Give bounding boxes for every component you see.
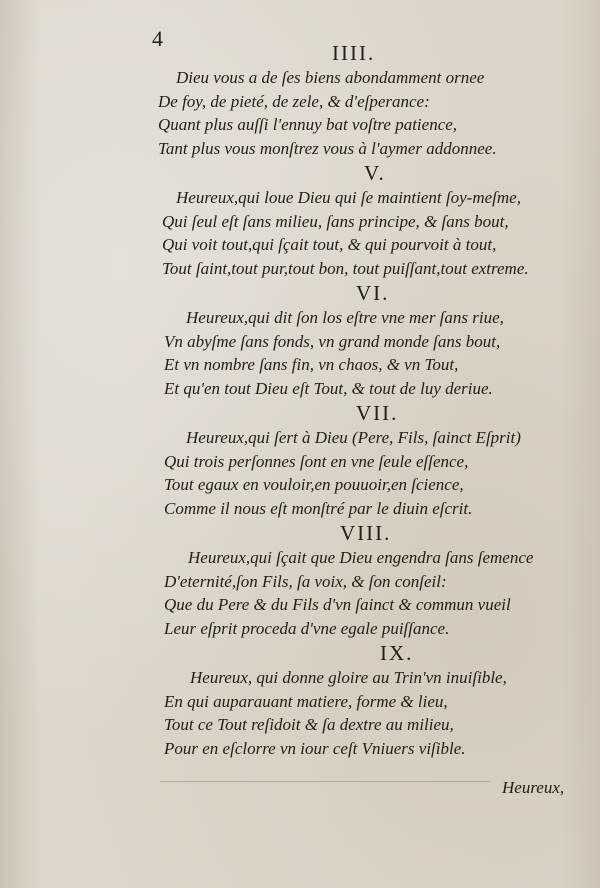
stanza-heading: VII. xyxy=(356,401,399,425)
stanza-heading: V. xyxy=(364,161,386,185)
verse-line: Heureux, qui donne gloire au Trin'vn inuiſible, xyxy=(190,668,507,687)
stanza xyxy=(150,280,590,400)
verse-line: Tout ſaint,tout pur,tout bon, tout puiſſant,tout extreme. xyxy=(162,258,529,278)
poem xyxy=(150,40,590,760)
verse-line: Tant plus vous monſtrez vous à l'aymer addonnee. xyxy=(158,138,497,158)
verse-line: Vn abyſme ſans fonds, vn grand monde ſans bout, xyxy=(164,331,501,351)
verse-line: Heureux,qui ſert à Dieu (Pere, Fils, ſainct Eſprit) xyxy=(186,428,521,447)
stanza-heading: IIII. xyxy=(332,41,376,65)
verse-line: Pour en eſclorre vn iour ceſt Vniuers viſible. xyxy=(164,738,466,758)
verse-line: De foy, de pieté, de zele, & d'eſperance: xyxy=(158,91,430,111)
verse-line: Qui voit tout,qui ſçait tout, & qui pourvoit à tout, xyxy=(162,235,497,254)
verse-line: En qui auparauant matiere, forme & lieu, xyxy=(164,691,448,711)
verse-line: Quant plus auſſi l'ennuy bat voſtre patience, xyxy=(158,115,458,134)
verse-line: Heureux,qui ſçait que Dieu engendra ſans ſemence xyxy=(188,548,534,567)
stanza-heading: IX. xyxy=(380,641,414,665)
verse-line: Que du Pere & du Fils d'vn ſainct & commun vueil xyxy=(164,595,511,614)
verse-line: Leur eſprit proceda d'vne egale puiſſance. xyxy=(164,618,450,638)
stanza-heading: VI. xyxy=(356,281,390,305)
footer-rule xyxy=(160,781,490,782)
stanza xyxy=(150,40,590,160)
verse-line: Et qu'en tout Dieu eſt Tout, & tout de luy deriue. xyxy=(164,378,493,398)
verse-line: Heureux,qui dit ſon los eſtre vne mer ſans riue, xyxy=(186,308,504,327)
stanza-heading: VIII. xyxy=(340,521,392,545)
verse-line: D'eternité,ſon Fils, ſa voix, & ſon conſeil: xyxy=(164,571,447,591)
verse-line: Tout ce Tout reſidoit & ſa dextre au milieu, xyxy=(164,715,454,734)
stanza xyxy=(150,520,590,640)
page-number: 4 xyxy=(152,26,163,51)
verse-line: Qui trois perſonnes ſont en vne ſeule eſſence, xyxy=(164,451,469,471)
catchword: Heureux, xyxy=(502,778,565,797)
verse-line: Dieu vous a de ſes biens abondamment ornee xyxy=(176,68,485,87)
verse-line: Et vn nombre ſans fin, vn chaos, & vn Tout, xyxy=(164,355,459,374)
verse-line: Heureux,qui loue Dieu qui ſe maintient ſoy-meſme, xyxy=(176,188,521,207)
verse-line: Comme il nous eſt monſtré par le diuin eſcrit. xyxy=(164,498,473,518)
verse-line: Tout egaux en vouloir,en pouuoir,en ſcience, xyxy=(164,475,464,494)
stanza xyxy=(150,640,590,760)
stanza xyxy=(150,160,590,280)
verse-line: Qui ſeul eſt ſans milieu, ſans principe, & ſans bout, xyxy=(162,211,509,231)
stanza xyxy=(150,400,590,520)
